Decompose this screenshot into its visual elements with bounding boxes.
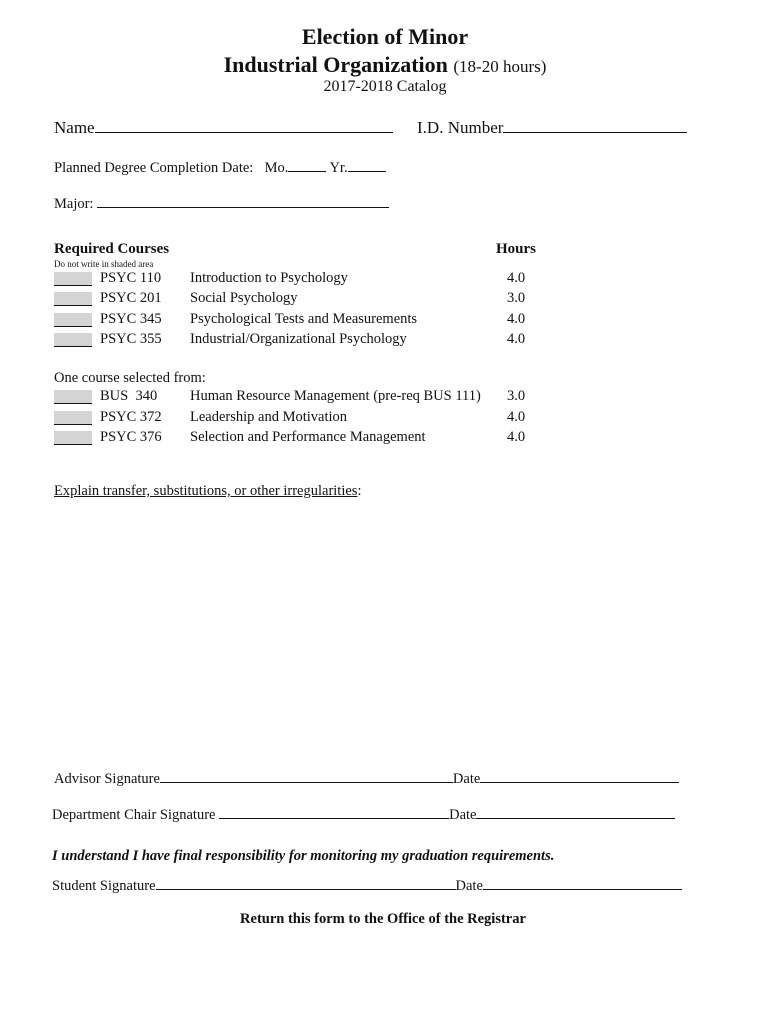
id-row — [417, 118, 687, 138]
minor-name — [0, 52, 770, 78]
course-title: Selection and Performance Management — [190, 429, 426, 445]
major-row — [54, 193, 389, 213]
shaded-box — [54, 272, 92, 286]
advisor-signature-row — [54, 768, 679, 788]
chair-signature-field[interactable] — [219, 804, 449, 819]
return-instruction: Return this form to the Office of the Registrar — [240, 911, 526, 927]
catalog-year: 2017-2018 Catalog — [323, 78, 447, 95]
date-label: Date — [449, 807, 477, 823]
course-hours: 4.0 — [507, 331, 526, 347]
required-courses-heading: Required Courses — [54, 241, 170, 257]
advisor-signature-field[interactable] — [160, 768, 453, 783]
shaded-area-note: Do not write in shaded area — [54, 259, 154, 269]
month-label: Mo. — [264, 160, 289, 176]
course-title: Industrial/Organizational Psychology — [190, 331, 407, 347]
advisor-date-field[interactable] — [480, 768, 679, 783]
course-code: PSYC 376 — [100, 429, 162, 445]
course-code: BUS 340 — [100, 388, 158, 404]
completion-date-row — [54, 157, 386, 177]
elective-heading: One course selected from: — [54, 370, 206, 386]
chair-date-field[interactable] — [476, 804, 675, 819]
name-label: Name — [54, 118, 95, 137]
responsibility-statement: I understand I have final responsibility for monitoring my graduation requirements. — [52, 848, 555, 864]
shaded-box — [54, 431, 92, 445]
shaded-box — [54, 292, 92, 306]
date-label: Date — [455, 878, 483, 894]
course-hours: 3.0 — [507, 388, 526, 404]
shaded-box — [54, 333, 92, 347]
explanation-area[interactable] — [54, 508, 694, 758]
course-hours: 4.0 — [507, 409, 526, 425]
name-row — [54, 118, 393, 138]
date-label: Date — [452, 771, 481, 787]
shaded-box — [54, 390, 92, 404]
name-field[interactable] — [95, 118, 393, 133]
student-date-field[interactable] — [483, 875, 682, 890]
major-field[interactable] — [97, 193, 389, 208]
hours-range: (18-20 hours) — [453, 57, 547, 76]
major-label: Major: — [54, 196, 94, 212]
form-title: Election of Minor — [301, 24, 469, 49]
course-hours: 4.0 — [507, 270, 526, 286]
course-hours: 4.0 — [507, 429, 526, 445]
advisor-signature-label: Advisor Signature — [54, 771, 160, 787]
student-signature-field[interactable] — [156, 875, 456, 890]
course-code: PSYC 372 — [100, 409, 162, 425]
course-title: Leadership and Motivation — [190, 409, 348, 425]
course-code: PSYC 355 — [100, 331, 162, 347]
chair-signature-label: Department Chair Signature — [52, 807, 216, 823]
year-label: Yr. — [329, 160, 348, 176]
course-title: Psychological Tests and Measurements — [190, 311, 418, 327]
month-field[interactable] — [288, 157, 326, 172]
course-title: Human Resource Management (pre-req BUS 111) — [190, 388, 481, 404]
explain-colon: : — [357, 483, 362, 499]
course-code: PSYC 110 — [100, 270, 162, 286]
minor-title: Industrial Organization — [223, 52, 448, 77]
course-title: Social Psychology — [190, 290, 298, 306]
explain-label: Explain transfer, substitutions, or other irregularities — [54, 483, 358, 499]
hours-heading: Hours — [496, 241, 537, 257]
course-code: PSYC 201 — [100, 290, 162, 306]
year-field[interactable] — [348, 157, 386, 172]
course-hours: 3.0 — [507, 290, 526, 306]
shaded-box — [54, 411, 92, 425]
course-title: Introduction to Psychology — [190, 270, 348, 286]
student-signature-row — [52, 875, 682, 895]
course-hours: 4.0 — [507, 311, 526, 327]
student-signature-label: Student Signature — [52, 878, 156, 894]
course-code: PSYC 345 — [100, 311, 162, 327]
chair-signature-row — [52, 804, 675, 824]
id-number-label: I.D. Number — [417, 118, 504, 137]
shaded-box — [54, 313, 92, 327]
completion-date-label: Planned Degree Completion Date: — [54, 160, 254, 176]
explain-row — [54, 483, 361, 500]
id-number-field[interactable] — [503, 118, 687, 133]
